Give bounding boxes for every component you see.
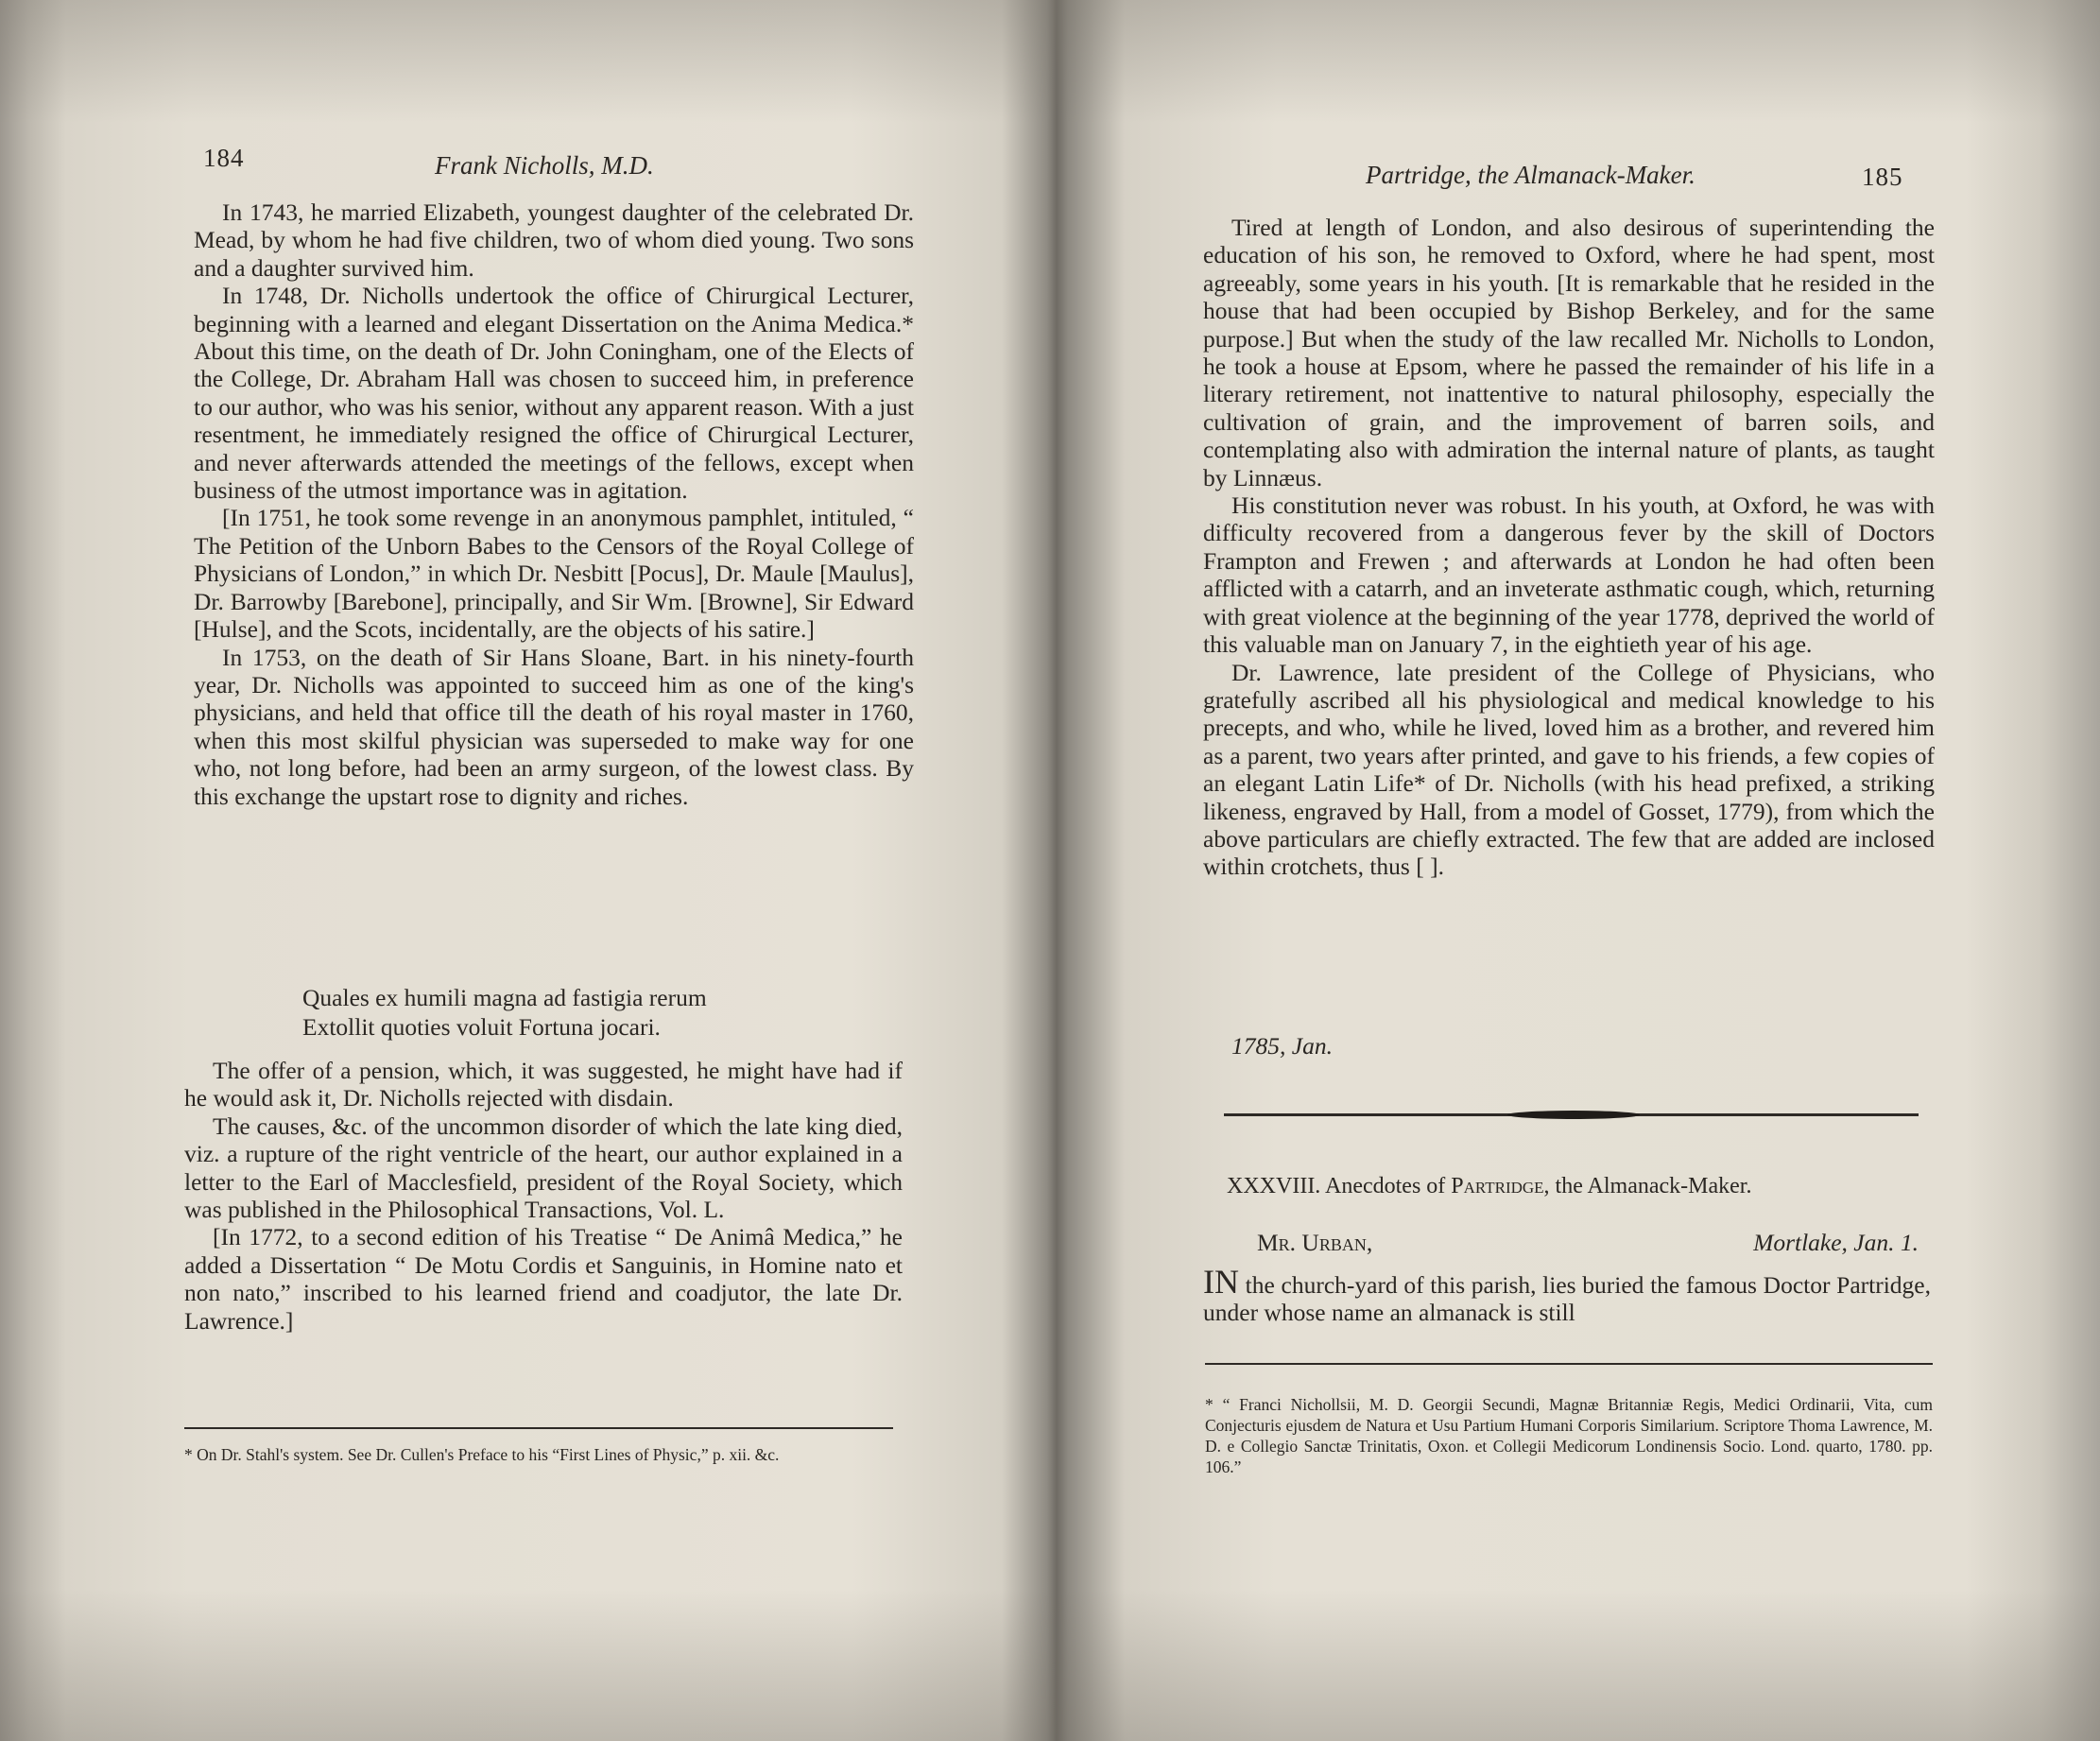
paragraph: In 1743, he married Elizabeth, youngest daughter of the celebrated Dr. Mead, by whom he had five children, two of whom died young. Two sons and a daughter survived him. [194, 198, 914, 282]
paragraph: His constitution never was robust. In his youth, at Oxford, he was with difficulty recovered from a dangerous fever by the skill of Doctors Frampton and Frewen ; and afterwards at London he had often been afflicted with a catarrh, and an inveterate asthmatic cough, which, returning with great violence at the beginning of the year 1778, deprived the world of this valuable man on January 7, in the eightieth year of his age. [1203, 491, 1935, 659]
footnote [184, 1444, 893, 1465]
footnote-text: * “ Franci Nichollsii, M. D. Georgii Secundi, Magnæ Britanniæ Regis, Medici Ordinarii, Vita, cum Conjecturis ejusdem de Natura et Usu Partium Humani Corporis Similarium. Scriptore Thoma Lawrence, M. D. e Collegio Sanctæ Trinitatis, Oxon. et Collegii Medicorum Londinensis Socio. Lond. quarto, 1780. pp. 106.” [1205, 1395, 1933, 1476]
salutation: Mr. Urban, [1257, 1229, 1373, 1256]
paragraph: Tired at length of London, and also desirous of superintending the education of his son, he removed to Oxford, where he had spent, most agreeably, some years in his youth. [It is remarkable that he resided in the house that had been occupied by Bishop Berkeley, and for the same purpose.] But when the study of the law recalled Mr. Nicholls to London, he took a house at Epsom, where he passed the remainder of his life in a literary retirement, not inattentive to natural philosophy, especially the cultivation of grain, and the improvement of barren soils, and contemplating also with admiration the internal nature of plants, as taught by Linnæus. [1203, 214, 1935, 491]
paragraph: The causes, &c. of the uncommon disorder of which the late king died, viz. a rupture of the right ventricle of the heart, our author explained in a letter to the Earl of Macclesfield, president of the Royal Society, which was published in the Philosophical Transactions, Vol. L. [184, 1112, 903, 1224]
place-date: Mortlake, Jan. 1. [1753, 1229, 1919, 1256]
verse-line: Extollit quoties voluit Fortuna jocari. [302, 1013, 661, 1041]
running-head: Partridge, the Almanack-Maker. [1366, 161, 1695, 189]
footnote [1205, 1394, 1933, 1477]
chapter-heading [1227, 1172, 1751, 1200]
chapter-prefix: XXXVIII. Anecdotes of [1227, 1174, 1452, 1198]
divider-ornament [1507, 1111, 1640, 1119]
paragraph: [In 1772, to a second edition of his Treatise “ De Animâ Medica,” he added a Dissertation “ De Motu Cordis et Sanguinis, in Homine nato et non nato,” inscribed to his learned friend and coadjutor, the late Dr. Lawrence.] [184, 1223, 903, 1335]
paragraph: [In 1751, he took some revenge in an anonymous pamphlet, intituled, “ The Petition of the Unborn Babes to the Censors of the Royal College of Physicians of London,” in which Dr. Nesbitt [Pocus], Dr. Maule [Maulus], Dr. Barrowby [Barebone], principally, and Sir Wm. [Browne], Sir Edward [Hulse], and the Scots, incidentally, are the objects of his satire.] [194, 504, 914, 644]
body-text [1203, 214, 1935, 881]
paragraph: The offer of a pension, which, it was suggested, he might have had if he would ask it, Dr. Nicholls rejected with disdain. [184, 1057, 903, 1112]
footnote-text: * On Dr. Stahl's system. See Dr. Cullen's Preface to his “First Lines of Physic,” p. xii. &c. [184, 1445, 780, 1464]
verse-line: Quales ex humili magna ad fastigia rerum [302, 984, 707, 1011]
latin-verse [302, 983, 707, 1042]
page-number: 185 [1862, 163, 1903, 191]
right-page [1063, 0, 2100, 1741]
dateline: 1785, Jan. [1231, 1032, 1333, 1060]
page-number: 184 [203, 144, 245, 172]
opening-text: the church-yard of this parish, lies buried the famous Doctor Partridge, under whose name an almanack is still [1203, 1271, 1931, 1327]
drop-cap: IN [1203, 1263, 1239, 1301]
body-text [194, 198, 914, 810]
letter-heading [1257, 1229, 1919, 1257]
body-text-continued [184, 1057, 903, 1335]
chapter-suffix: , the Almanack-Maker. [1543, 1174, 1752, 1198]
paragraph: Dr. Lawrence, late president of the College of Physicians, who gratefully ascribed all his physiological and medical knowledge to his precepts, and who, while he lived, loved him as a brother, and revered him as a parent, two years after printed, and gave to his friends, a few copies of an elegant Latin Life* of Dr. Nicholls (with his head prefixed, a striking likeness, engraved by Hall, from a model of Gosset, 1779), from which the above particulars are chiefly extracted. The few that are added are inclosed within crotchets, thus [ ]. [1203, 658, 1935, 881]
letter-text [1203, 1263, 1931, 1327]
chapter-name: Partridge [1451, 1174, 1544, 1198]
paragraph [1203, 1263, 1931, 1327]
paragraph: In 1753, on the death of Sir Hans Sloane, Bart. in his ninety-fourth year, Dr. Nicholls was appointed to succeed him as one of the king's physicians, and held that office till the death of his royal master in 1760, when this most skilful physician was superseded to make way for one who, not long before, had been an army surgeon, of the lowest class. By this exchange the upstart rose to dignity and riches. [194, 643, 914, 810]
running-head: Frank Nicholls, M.D. [435, 151, 654, 180]
footnote-rule [1205, 1363, 1933, 1365]
paragraph: In 1748, Dr. Nicholls undertook the office of Chirurgical Lecturer, beginning with a learned and elegant Dissertation on the Anima Medica.* About this time, on the death of Dr. John Coningham, one of the Elects of the College, Dr. Abraham Hall was chosen to succeed him, in preference to our author, who was his senior, without any apparent reason. With a just resentment, he immediately resigned the office of Chirurgical Lecturer, and never afterwards attended the meetings of the fellows, except when business of the utmost importance was in agitation. [194, 282, 914, 505]
footnote-rule [184, 1427, 893, 1429]
left-page [0, 0, 1049, 1741]
